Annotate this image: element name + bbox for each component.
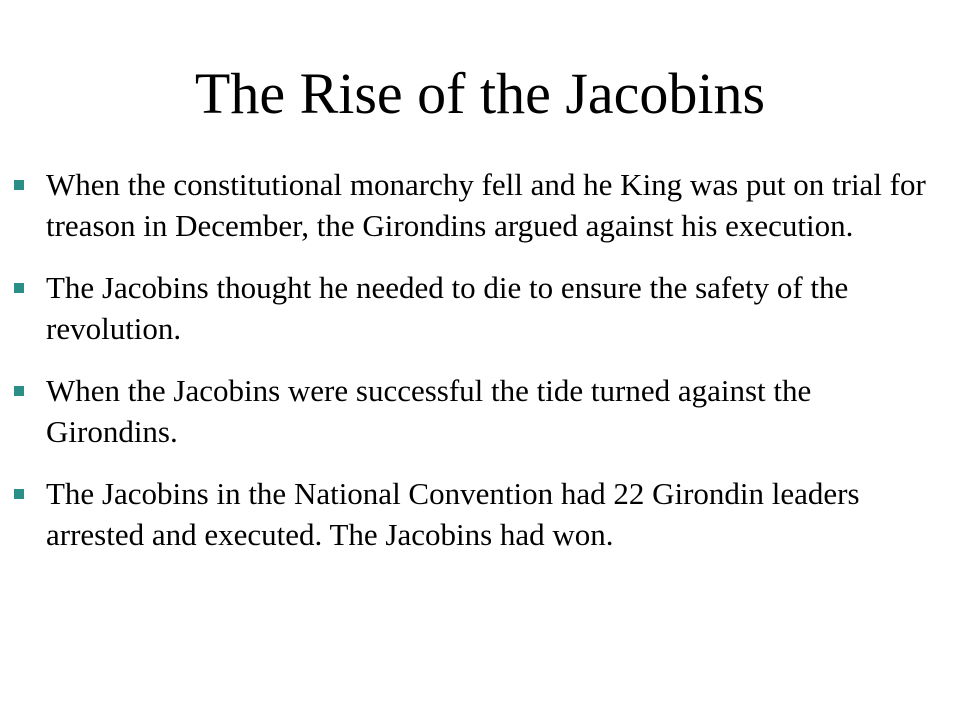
bullet-item bbox=[14, 164, 934, 246]
square-bullet-icon bbox=[14, 180, 24, 190]
bullet-item bbox=[14, 370, 934, 452]
bullet-text: The Jacobins in the National Convention had 22 Girondin leaders arrested and executed. The Jacobins had won. bbox=[46, 476, 860, 552]
square-bullet-icon bbox=[14, 386, 24, 396]
bullet-text: When the constitutional monarchy fell and he King was put on trial for treason in December, the Girondins argued against his execution. bbox=[46, 167, 926, 243]
square-bullet-icon bbox=[14, 283, 24, 293]
slide-title: The Rise of the Jacobins bbox=[194, 61, 766, 126]
square-bullet-icon bbox=[14, 489, 24, 499]
bullet-text: The Jacobins thought he needed to die to ensure the safety of the revolution. bbox=[46, 270, 849, 346]
bullet-text: When the Jacobins were successful the tide turned against the Girondins. bbox=[46, 373, 812, 449]
bullet-item bbox=[14, 267, 934, 349]
bullet-item bbox=[14, 473, 934, 555]
bullet-list bbox=[14, 164, 934, 576]
